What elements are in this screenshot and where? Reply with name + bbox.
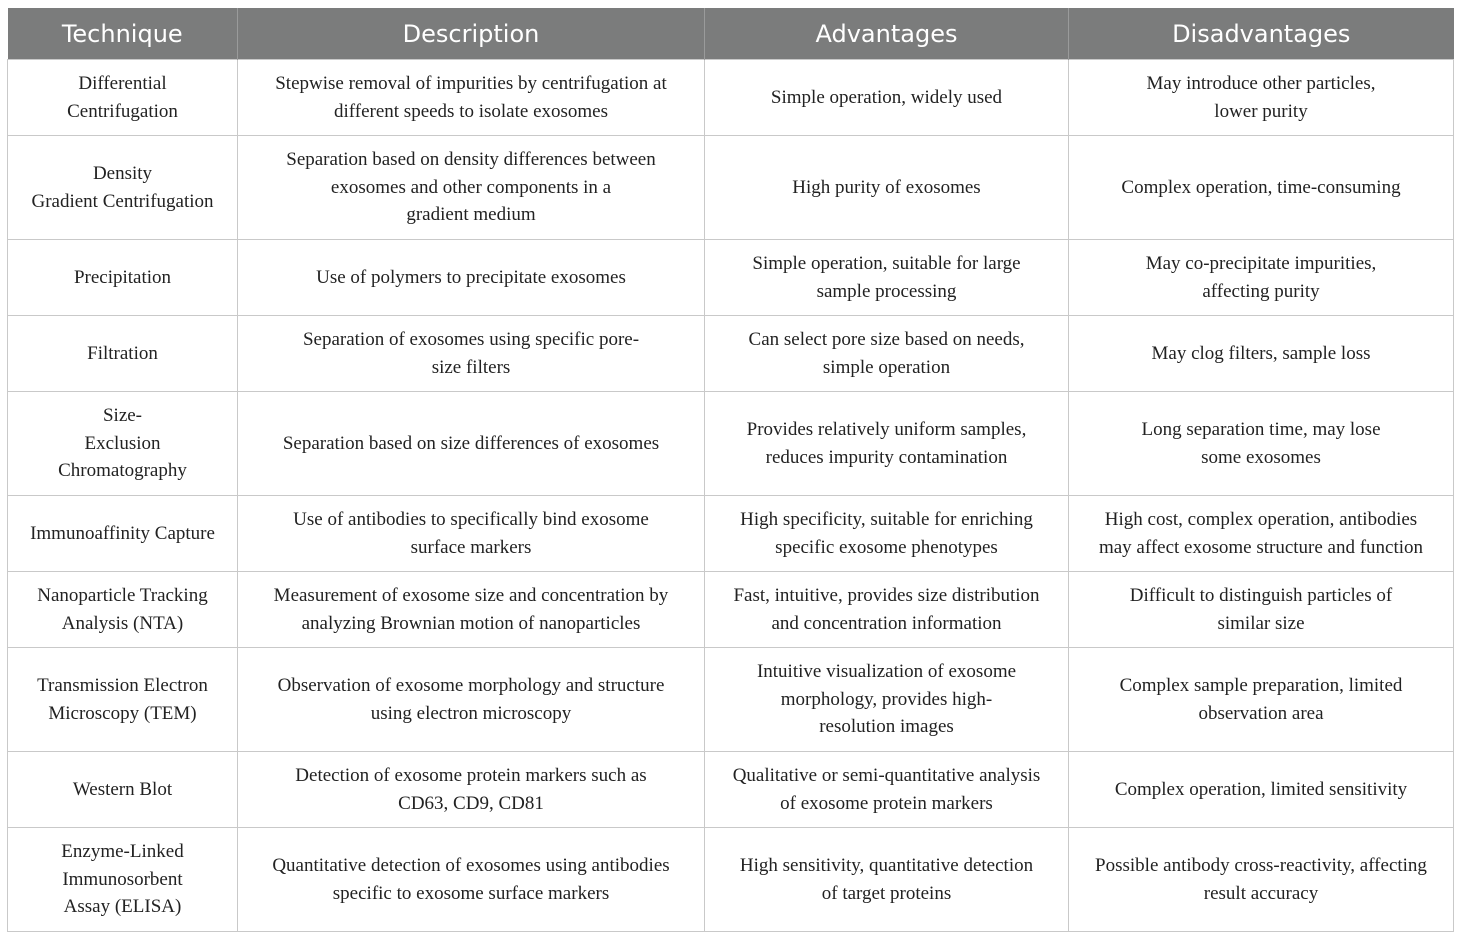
table-row bbox=[8, 572, 1454, 648]
cell-disadvantages: Long separation time, may lose some exosomes bbox=[1069, 392, 1454, 496]
cell-technique: Transmission Electron Microscopy (TEM) bbox=[8, 648, 238, 752]
cell-disadvantages: Difficult to distinguish particles of similar size bbox=[1069, 572, 1454, 648]
table-row bbox=[8, 648, 1454, 752]
header-row bbox=[8, 8, 1454, 60]
cell-technique: Precipitation bbox=[8, 240, 238, 316]
table-row bbox=[8, 136, 1454, 240]
cell-advantages: High sensitivity, quantitative detection of target proteins bbox=[705, 828, 1069, 932]
cell-advantages: Fast, intuitive, provides size distribution and concentration information bbox=[705, 572, 1069, 648]
table-row bbox=[8, 60, 1454, 136]
cell-description: Use of polymers to precipitate exosomes bbox=[238, 240, 705, 316]
cell-technique: Nanoparticle Tracking Analysis (NTA) bbox=[8, 572, 238, 648]
table-body bbox=[8, 60, 1454, 932]
header-advantages: Advantages bbox=[705, 8, 1069, 60]
header-disadvantages: Disadvantages bbox=[1069, 8, 1454, 60]
cell-advantages: Provides relatively uniform samples, reduces impurity contamination bbox=[705, 392, 1069, 496]
cell-disadvantages: May clog filters, sample loss bbox=[1069, 316, 1454, 392]
cell-description: Use of antibodies to specifically bind exosome surface markers bbox=[238, 496, 705, 572]
cell-technique: Differential Centrifugation bbox=[8, 60, 238, 136]
cell-technique: Enzyme-Linked Immunosorbent Assay (ELISA) bbox=[8, 828, 238, 932]
cell-description: Detection of exosome protein markers such as CD63, CD9, CD81 bbox=[238, 752, 705, 828]
header-technique: Technique bbox=[8, 8, 238, 60]
cell-disadvantages: May co-precipitate impurities, affecting purity bbox=[1069, 240, 1454, 316]
cell-disadvantages: May introduce other particles, lower purity bbox=[1069, 60, 1454, 136]
cell-disadvantages: Complex operation, time-consuming bbox=[1069, 136, 1454, 240]
cell-technique: Size- Exclusion Chromatography bbox=[8, 392, 238, 496]
header-description: Description bbox=[238, 8, 705, 60]
table-row bbox=[8, 828, 1454, 932]
table-row bbox=[8, 392, 1454, 496]
cell-description: Separation based on density differences between exosomes and other components in a gradient medium bbox=[238, 136, 705, 240]
cell-description: Stepwise removal of impurities by centrifugation at different speeds to isolate exosomes bbox=[238, 60, 705, 136]
cell-description: Separation of exosomes using specific pore- size filters bbox=[238, 316, 705, 392]
cell-disadvantages: High cost, complex operation, antibodies may affect exosome structure and function bbox=[1069, 496, 1454, 572]
cell-advantages: Intuitive visualization of exosome morphology, provides high- resolution images bbox=[705, 648, 1069, 752]
cell-technique: Immunoaffinity Capture bbox=[8, 496, 238, 572]
cell-advantages: High purity of exosomes bbox=[705, 136, 1069, 240]
cell-advantages: Simple operation, suitable for large sample processing bbox=[705, 240, 1069, 316]
cell-description: Separation based on size differences of exosomes bbox=[238, 392, 705, 496]
cell-advantages: Simple operation, widely used bbox=[705, 60, 1069, 136]
table-header bbox=[8, 8, 1454, 60]
table-row bbox=[8, 496, 1454, 572]
cell-technique: Western Blot bbox=[8, 752, 238, 828]
table-row bbox=[8, 316, 1454, 392]
exosome-techniques-table bbox=[7, 8, 1454, 932]
cell-description: Measurement of exosome size and concentration by analyzing Brownian motion of nanoparticles bbox=[238, 572, 705, 648]
cell-disadvantages: Complex sample preparation, limited observation area bbox=[1069, 648, 1454, 752]
cell-technique: Density Gradient Centrifugation bbox=[8, 136, 238, 240]
table-row bbox=[8, 752, 1454, 828]
cell-advantages: Can select pore size based on needs, simple operation bbox=[705, 316, 1069, 392]
cell-disadvantages: Possible antibody cross-reactivity, affecting result accuracy bbox=[1069, 828, 1454, 932]
cell-description: Observation of exosome morphology and structure using electron microscopy bbox=[238, 648, 705, 752]
cell-disadvantages: Complex operation, limited sensitivity bbox=[1069, 752, 1454, 828]
cell-description: Quantitative detection of exosomes using antibodies specific to exosome surface markers bbox=[238, 828, 705, 932]
table-row bbox=[8, 240, 1454, 316]
cell-advantages: High specificity, suitable for enriching specific exosome phenotypes bbox=[705, 496, 1069, 572]
cell-technique: Filtration bbox=[8, 316, 238, 392]
cell-advantages: Qualitative or semi-quantitative analysis of exosome protein markers bbox=[705, 752, 1069, 828]
